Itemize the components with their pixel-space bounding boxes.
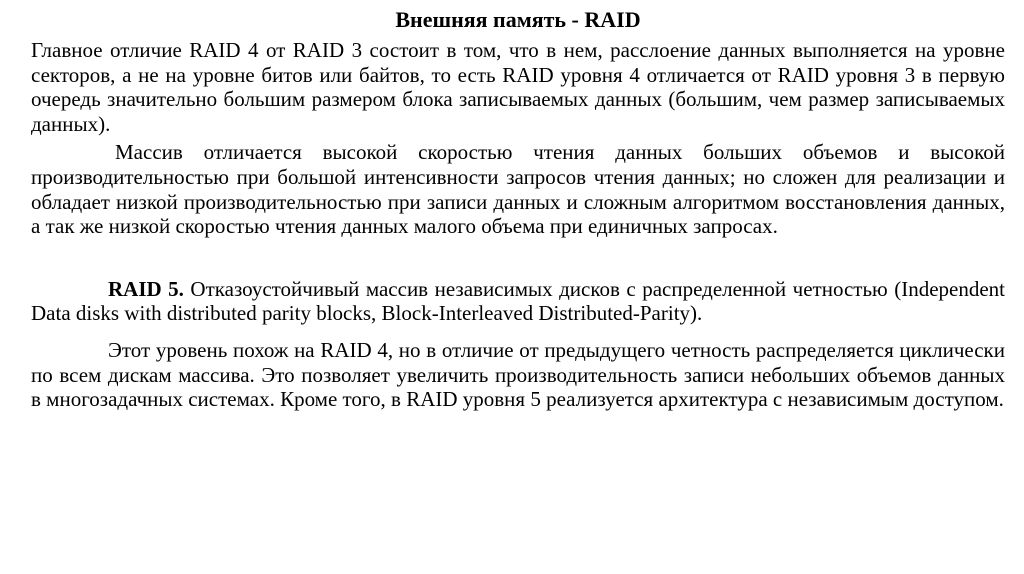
document-title: Внешняя память - RAID <box>395 7 641 32</box>
document-page <box>31 6 1005 412</box>
paragraph-raid5-definition <box>31 277 1005 326</box>
raid5-definition-text: Отказоустойчивый массив независимых дисков с распределенной четностью (Independent Data disks with distributed parity blocks, Block-Interleaved Distributed-Parity). <box>31 276 1006 326</box>
paragraph-raid4-performance: Массив отличается высокой скоростью чтения данных больших объемов и высокой производительностью при большой интенсивности запросов чтения данных; но сложен для реализации и обладает низкой производительностью при записи данных и сложным алгоритмом восстановления данных, а так же низкой скоростью чтения данных малого объема при единичных запросах. <box>31 140 1005 239</box>
paragraph-raid5-description: Этот уровень похож на RAID 4, но в отличие от предыдущего четность распределяется циклически по всем дискам массива. Это позволяет увеличить производительность записи небольших объемов данных в многозадачных системах. Кроме того, в RAID уровня 5 реализуется архитектура с независимым доступом. <box>31 337 1005 412</box>
paragraph-raid4-difference: Главное отличие RAID 4 от RAID 3 состоит в том, что в нем, расслоение данных выполняется на уровне секторов, а не на уровне битов или байтов, то есть RAID уровня 4 отличается от RAID уровня 3 в первую очередь значительно большим размером блока записываемых данных (большим, чем размер записываемых данных). <box>31 38 1005 136</box>
raid5-heading: RAID 5. <box>108 276 184 301</box>
